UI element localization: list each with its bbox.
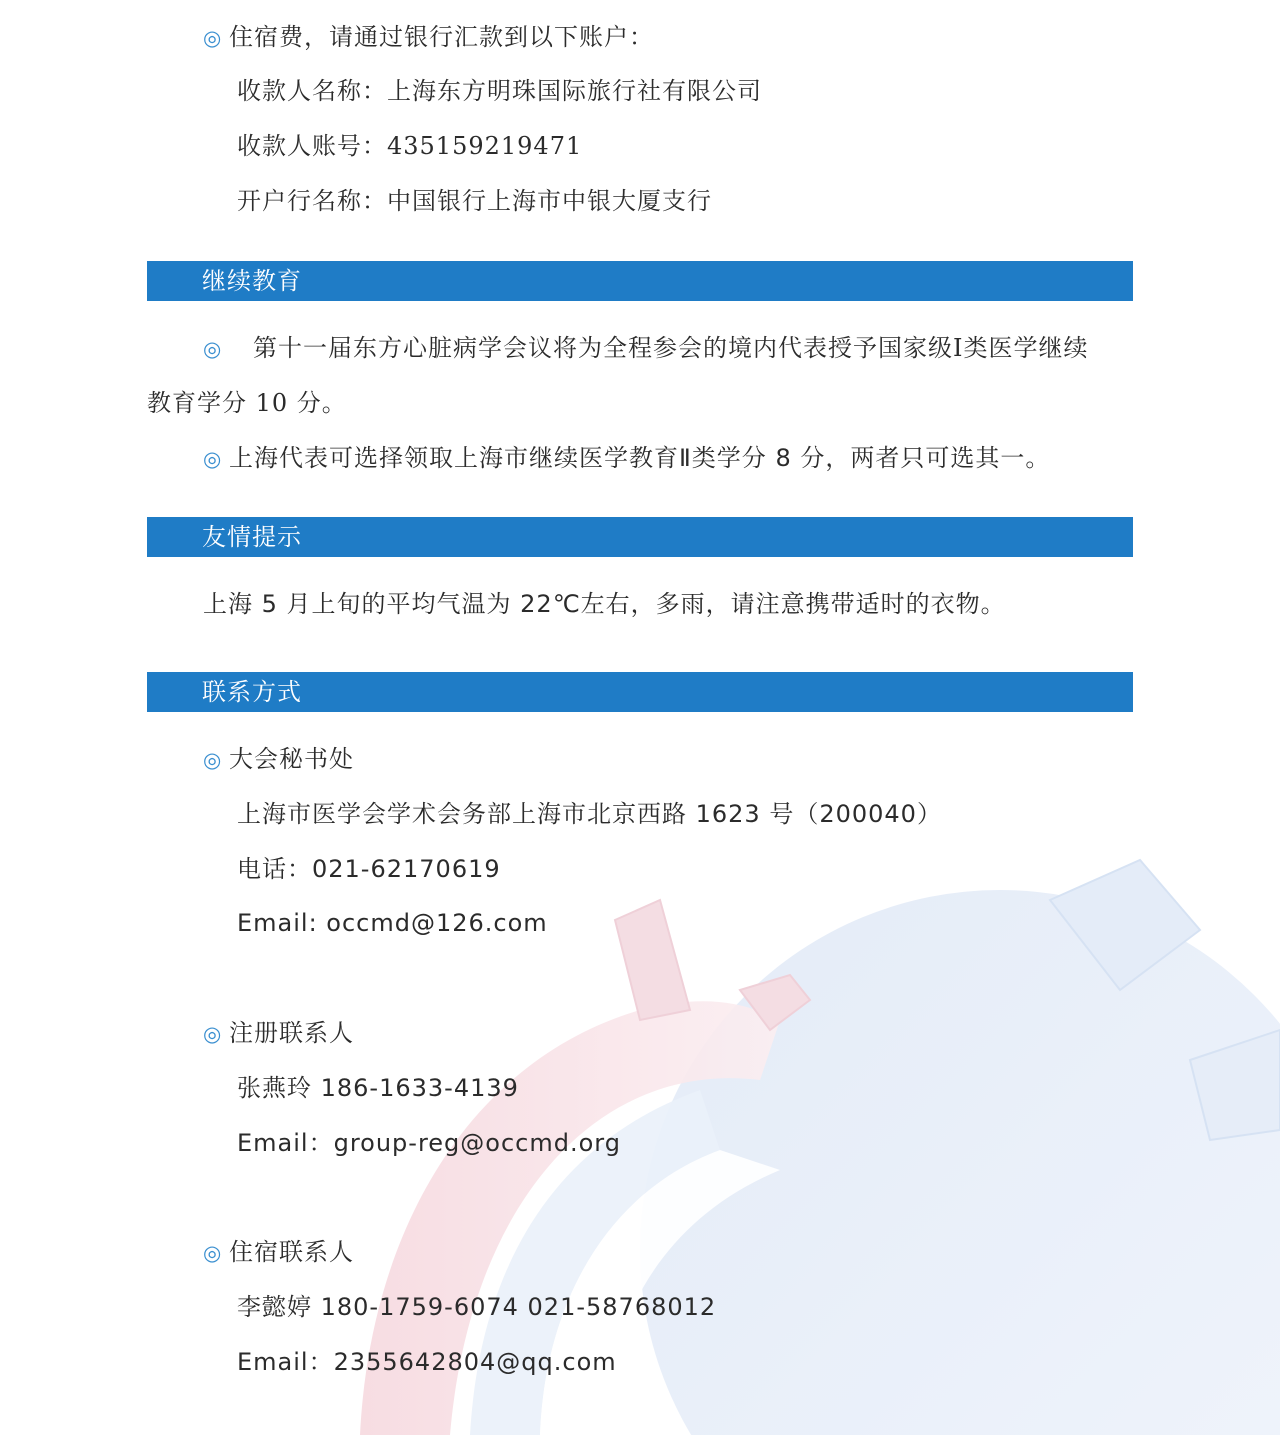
lodging-person: 李懿婷 180-1759-6074 021-58768012 [237, 1293, 717, 1321]
cme-item-1: ◎ 第十一届东方心脏病学会议将为全程参会的境内代表授予国家级I类医学继续 [203, 334, 1089, 362]
bullet-icon: ◎ [203, 1241, 223, 1265]
section-header-tips [147, 517, 1133, 557]
cme-item-1-cont: 教育学分 10 分。 [147, 389, 347, 417]
payee-name: 收款人名称：上海东方明珠国际旅行社有限公司 [237, 77, 762, 105]
registration-email[interactable]: Email：group-reg@occmd.org [237, 1129, 621, 1157]
lodging-email[interactable]: Email：2355642804@qq.com [237, 1348, 617, 1376]
secretariat-email[interactable]: Email: occmd@126.com [237, 909, 548, 937]
secretariat-phone: 电话：021-62170619 [237, 855, 501, 883]
tips-text: 上海 5 月上旬的平均气温为 22℃左右，多雨，请注意携带适时的衣物。 [203, 590, 1006, 618]
bullet-icon: ◎ [203, 748, 223, 772]
accommodation-intro: ◎ 住宿费，请通过银行汇款到以下账户： [203, 23, 654, 51]
registration-heading: ◎ 注册联系人 [203, 1019, 354, 1047]
section-header-contact [147, 672, 1133, 712]
payee-account: 收款人账号：435159219471 [237, 132, 583, 160]
bullet-icon: ◎ [203, 337, 223, 361]
bullet-icon: ◎ [203, 447, 223, 471]
section-title: 联系方式 [202, 678, 302, 706]
secretariat-address: 上海市医学会学术会务部上海市北京西路 1623 号（200040） [237, 800, 942, 828]
section-title: 继续教育 [202, 267, 302, 295]
registration-person: 张燕玲 186-1633-4139 [237, 1074, 519, 1102]
bank-name: 开户行名称：中国银行上海市中银大厦支行 [237, 187, 712, 215]
section-header-cme [147, 261, 1133, 301]
bullet-icon: ◎ [203, 26, 223, 50]
section-title: 友情提示 [202, 523, 302, 551]
cme-item-2: ◎ 上海代表可选择领取上海市继续医学教育Ⅱ类学分 8 分，两者只可选其一。 [203, 444, 1051, 472]
lodging-heading: ◎ 住宿联系人 [203, 1238, 354, 1266]
bullet-icon: ◎ [203, 1022, 223, 1046]
secretariat-heading: ◎ 大会秘书处 [203, 745, 354, 773]
